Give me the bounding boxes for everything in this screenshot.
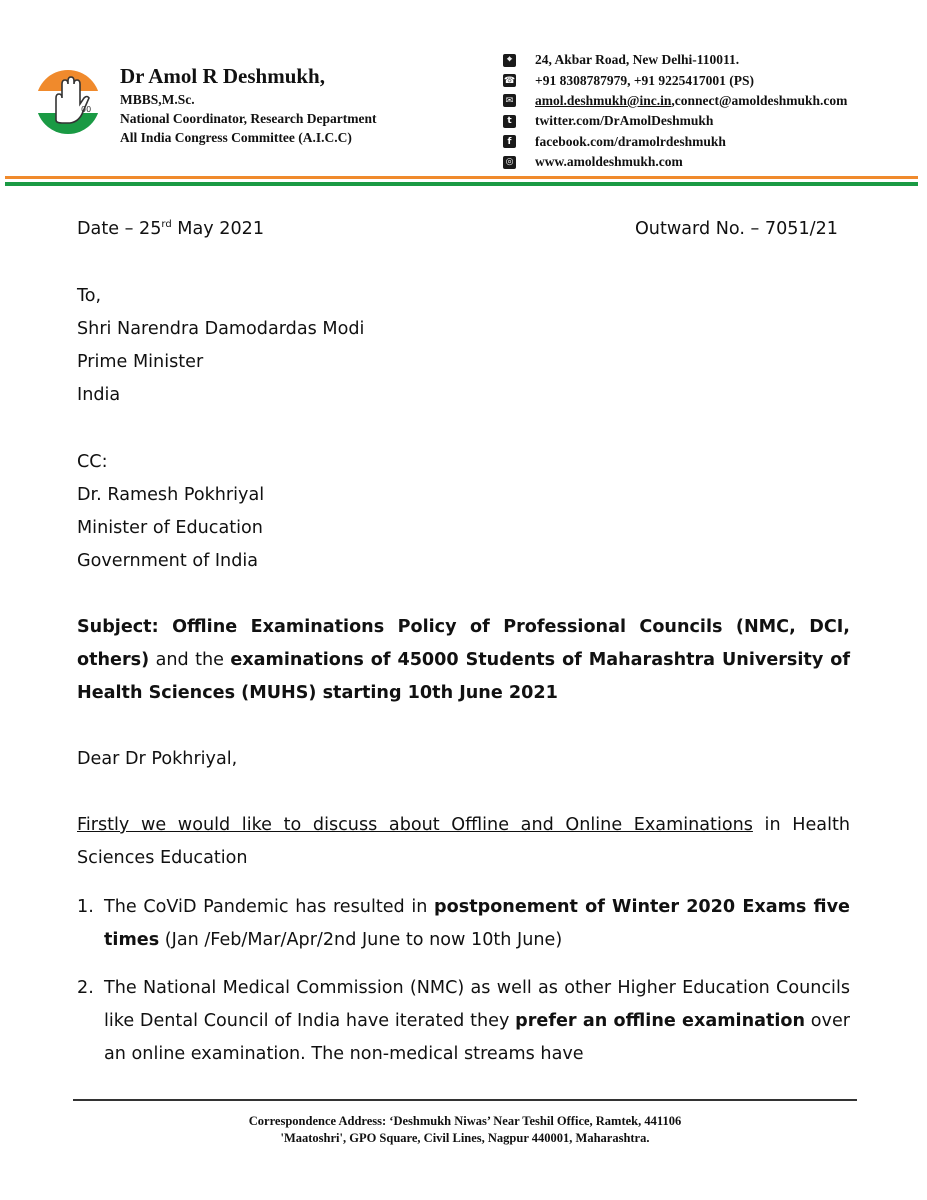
- location-icon: ⌖: [503, 54, 516, 67]
- contact-phone: ☎ +91 8308787979, +91 9225417001 (PS): [503, 72, 755, 88]
- sender-degree: MBBS,M.Sc.: [120, 92, 195, 107]
- footer-line: 'Maatoshri', GPO Square, Civil Lines, Nagpur 440001, Maharashtra.: [280, 1131, 650, 1145]
- sender-position: National Coordinator, Research Department: [120, 111, 377, 126]
- email-link[interactable]: amol.deshmukh@inc.in: [535, 92, 672, 108]
- green-divider: [5, 182, 918, 186]
- outward-number: Outward No. – 7051/21: [634, 219, 838, 239]
- contact-address: ⌖ 24, Akbar Road, New Delhi-110011.: [503, 50, 847, 70]
- globe-icon: ◎: [503, 156, 516, 169]
- contact-email: ✉ amol.deshmukh@inc.in ,connect@amoldeshmukh.com: [503, 91, 847, 111]
- to-line: Prime Minister: [77, 352, 204, 372]
- intro-paragraph: Firstly we would like to discuss about Offline and Online Examinations in Health Sciences Education: [77, 815, 851, 868]
- phone-icon: ☎: [503, 75, 516, 86]
- list-item: 2. The National Medical Commission (NMC) as well as other Higher Education Councils like Dental Council of India have iterated they prefer an offline examination over an online examination. The non-medical streams have: [77, 978, 851, 1064]
- contact-website: ◎ www.amoldeshmukh.com: [503, 152, 847, 172]
- congress-hand-logo: [34, 68, 102, 136]
- to-line: India: [77, 385, 121, 405]
- contact-facebook: f facebook.com/dramolrdeshmukh: [503, 132, 847, 152]
- contact-block: [503, 50, 847, 172]
- cc-block: [77, 446, 264, 578]
- footer-line: Correspondence Address: ‘Deshmukh Niwas’ Near Teshil Office, Ramtek, 441106: [248, 1114, 682, 1128]
- to-label: To,: [77, 286, 102, 306]
- sender-organization: All India Congress Committee (A.I.C.C): [120, 130, 352, 145]
- cc-line: Government of India: [77, 551, 259, 571]
- cc-line: Minister of Education: [77, 518, 263, 538]
- sender-name: Dr Amol R Deshmukh,: [120, 64, 325, 88]
- sender-block: [120, 62, 376, 147]
- list-item: 1. The CoViD Pandemic has resulted in postponement of Winter 2020 Exams five times (Jan /Feb/Mar/Apr/2nd June to now 10th June): [77, 897, 850, 950]
- subject: Subject: Offline Examinations Policy of Professional Councils (NMC, DCI, others) and the examinations of 45000 Students of Maharashtra University of Health Sciences (MUHS) starting 10th June 2021: [77, 617, 850, 703]
- correspondence-address: [73, 1113, 857, 1147]
- cc-label: CC:: [77, 452, 108, 472]
- letter-date: Date – 25rd May 2021: [77, 219, 265, 239]
- footer-divider: [73, 1099, 857, 1101]
- salutation: Dear Dr Pokhriyal,: [77, 749, 238, 769]
- to-block: [77, 280, 364, 412]
- cc-line: Dr. Ramesh Pokhriyal: [77, 485, 265, 505]
- to-line: Shri Narendra Damodardas Modi: [77, 319, 365, 339]
- twitter-icon: t: [503, 115, 516, 128]
- email-icon: ✉: [503, 94, 516, 107]
- contact-twitter: t twitter.com/DrAmolDeshmukh: [503, 111, 847, 131]
- svg-text:00: 00: [81, 105, 92, 114]
- facebook-icon: f: [503, 135, 516, 148]
